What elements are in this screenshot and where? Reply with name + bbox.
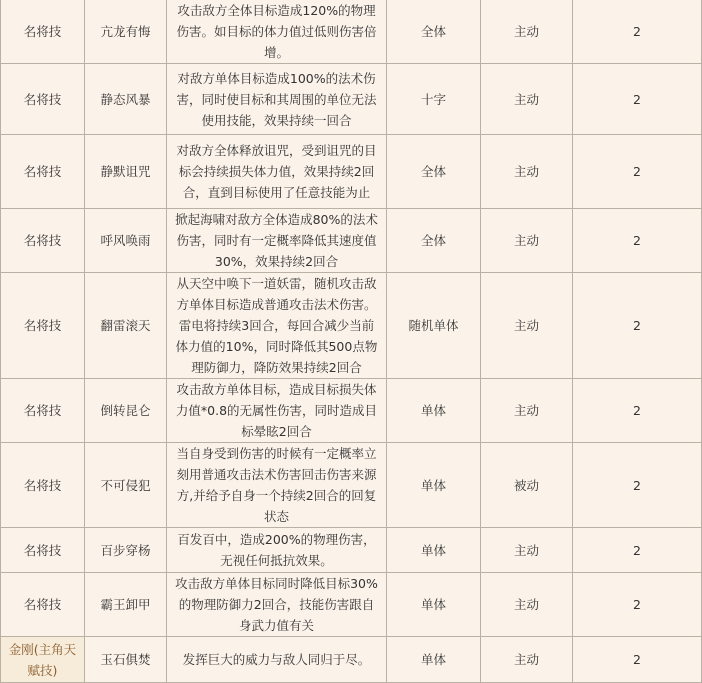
skill-mode-cell: 主动: [481, 573, 573, 637]
table-row: [1, 0, 702, 64]
skill-mode-cell: 主动: [481, 64, 573, 135]
skill-desc-cell: 当自身受到伤害的时候有一定概率立刻用普通攻击法术伤害回击伤害来源方,并给予自身一个持续2回合的回复状态: [167, 443, 387, 528]
skill-name-cell: 亢龙有悔: [85, 0, 167, 64]
skill-range-cell: 单体: [387, 443, 481, 528]
skill-desc-cell: 从天空中唤下一道妖雷，随机攻击敌方单体目标造成普通攻击法术伤害。雷电将持续3回合，每回合减少当前体力值的10%，同时降低其500点物理防御力，降防效果持续2回合: [167, 273, 387, 379]
skill-name-cell: 静默诅咒: [85, 135, 167, 209]
skill-desc-cell: 对敌方单体目标造成100%的法术伤害，同时使目标和其周围的单位无法使用技能，效果持续一回合: [167, 64, 387, 135]
skill-type-cell: 名将技: [1, 64, 85, 135]
table-row: [1, 64, 702, 135]
skill-level-cell: 2: [573, 637, 702, 683]
skill-mode-cell: 主动: [481, 209, 573, 273]
skill-type-cell: 名将技: [1, 573, 85, 637]
skill-type-cell: 名将技: [1, 379, 85, 443]
skill-range-cell: 十字: [387, 64, 481, 135]
skill-desc-cell: 发挥巨大的威力与敌人同归于尽。: [167, 637, 387, 683]
skill-level-cell: 2: [573, 0, 702, 64]
skill-mode-cell: 主动: [481, 379, 573, 443]
skill-range-cell: 单体: [387, 379, 481, 443]
skill-mode-cell: 主动: [481, 135, 573, 209]
table-row: [1, 135, 702, 209]
skill-type-cell: 名将技: [1, 209, 85, 273]
table-row: [1, 528, 702, 573]
skill-range-cell: 全体: [387, 0, 481, 64]
skill-level-cell: 2: [573, 209, 702, 273]
skill-range-cell: 全体: [387, 209, 481, 273]
skill-level-cell: 2: [573, 379, 702, 443]
table-row: [1, 379, 702, 443]
skill-mode-cell: 主动: [481, 528, 573, 573]
skill-level-cell: 2: [573, 443, 702, 528]
skill-name-cell: 倒转昆仑: [85, 379, 167, 443]
skill-desc-cell: 攻击敌方全体目标造成120%的物理伤害。如目标的体力值过低则伤害倍增。: [167, 0, 387, 64]
skill-mode-cell: 被动: [481, 443, 573, 528]
table-row: [1, 273, 702, 379]
table-row: [1, 573, 702, 637]
skill-name-cell: 玉石俱焚: [85, 637, 167, 683]
skill-level-cell: 2: [573, 135, 702, 209]
skill-mode-cell: 主动: [481, 273, 573, 379]
skill-type-cell: 金刚(主角天赋技): [1, 637, 85, 683]
skill-desc-cell: 百发百中，造成200%的物理伤害，无视任何抵抗效果。: [167, 528, 387, 573]
table-row: [1, 637, 702, 683]
skill-name-cell: 翻雷滚天: [85, 273, 167, 379]
table-row: [1, 443, 702, 528]
skill-level-cell: 2: [573, 573, 702, 637]
skill-range-cell: 单体: [387, 573, 481, 637]
table-row: [1, 209, 702, 273]
skill-mode-cell: 主动: [481, 637, 573, 683]
skill-name-cell: 呼风唤雨: [85, 209, 167, 273]
skill-desc-cell: 对敌方全体释放诅咒，受到诅咒的目标会持续损失体力值，效果持续2回合，直到目标使用了任意技能为止: [167, 135, 387, 209]
skill-range-cell: 单体: [387, 528, 481, 573]
skill-range-cell: 全体: [387, 135, 481, 209]
skill-type-cell: 名将技: [1, 135, 85, 209]
skill-desc-cell: 攻击敌方单体目标同时降低目标30%的物理防御力2回合，技能伤害跟自身武力值有关: [167, 573, 387, 637]
skill-name-cell: 不可侵犯: [85, 443, 167, 528]
skill-range-cell: 随机单体: [387, 273, 481, 379]
skill-level-cell: 2: [573, 528, 702, 573]
skill-type-cell: 名将技: [1, 0, 85, 64]
skill-name-cell: 百步穿杨: [85, 528, 167, 573]
skill-name-cell: 霸王卸甲: [85, 573, 167, 637]
skill-desc-cell: 攻击敌方单体目标，造成目标损失体力值*0.8的无属性伤害，同时造成目标晕眩2回合: [167, 379, 387, 443]
skill-type-cell: 名将技: [1, 273, 85, 379]
skill-level-cell: 2: [573, 273, 702, 379]
skill-level-cell: 2: [573, 64, 702, 135]
skill-desc-cell: 掀起海啸对敌方全体造成80%的法术伤害，同时有一定概率降低其速度值30%，效果持续2回合: [167, 209, 387, 273]
skill-name-cell: 静态风暴: [85, 64, 167, 135]
skill-type-cell: 名将技: [1, 528, 85, 573]
skill-range-cell: 单体: [387, 637, 481, 683]
skill-type-cell: 名将技: [1, 443, 85, 528]
skill-mode-cell: 主动: [481, 0, 573, 64]
